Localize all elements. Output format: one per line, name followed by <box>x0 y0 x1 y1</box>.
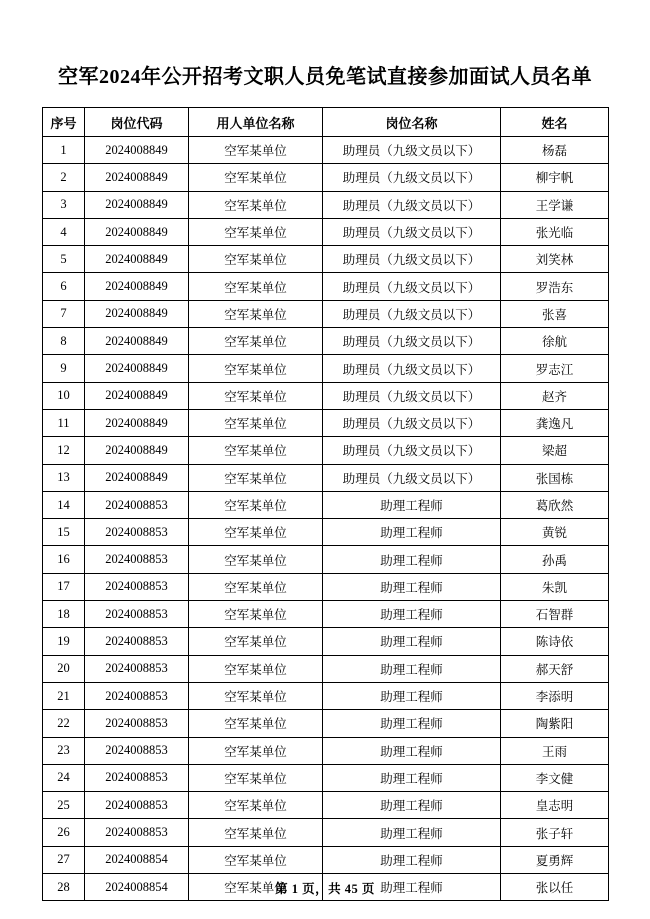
cell-person-name: 王学谦 <box>501 191 609 218</box>
cell-job-code: 2024008853 <box>85 601 189 628</box>
cell-index: 3 <box>43 191 85 218</box>
cell-index: 19 <box>43 628 85 655</box>
table-row <box>43 573 609 600</box>
cell-job-title: 助理员（九级文员以下） <box>323 355 501 382</box>
cell-unit-name: 空军某单位 <box>189 218 323 245</box>
cell-unit-name: 空军某单位 <box>189 682 323 709</box>
cell-person-name: 罗志江 <box>501 355 609 382</box>
cell-person-name: 黄锐 <box>501 519 609 546</box>
cell-job-code: 2024008853 <box>85 546 189 573</box>
cell-job-code: 2024008849 <box>85 191 189 218</box>
column-header-unit-name: 用人单位名称 <box>189 108 323 137</box>
column-header-job-code: 岗位代码 <box>85 108 189 137</box>
cell-person-name: 张子轩 <box>501 819 609 846</box>
cell-index: 2 <box>43 164 85 191</box>
cell-job-code: 2024008853 <box>85 573 189 600</box>
cell-person-name: 罗浩东 <box>501 273 609 300</box>
cell-person-name: 张以任 <box>501 874 609 901</box>
cell-index: 8 <box>43 328 85 355</box>
cell-index: 26 <box>43 819 85 846</box>
table-row <box>43 191 609 218</box>
cell-index: 9 <box>43 355 85 382</box>
cell-job-title: 助理工程师 <box>323 491 501 518</box>
column-header-job-title: 岗位名称 <box>323 108 501 137</box>
cell-job-title: 助理工程师 <box>323 573 501 600</box>
table-row <box>43 519 609 546</box>
cell-unit-name: 空军某单位 <box>189 164 323 191</box>
table-row <box>43 628 609 655</box>
cell-unit-name: 空军某单位 <box>189 819 323 846</box>
column-header-index: 序号 <box>43 108 85 137</box>
cell-index: 11 <box>43 409 85 436</box>
cell-unit-name: 空军某单位 <box>189 519 323 546</box>
cell-job-code: 2024008849 <box>85 300 189 327</box>
cell-person-name: 杨磊 <box>501 137 609 164</box>
cell-person-name: 郝天舒 <box>501 655 609 682</box>
cell-job-title: 助理工程师 <box>323 764 501 791</box>
cell-unit-name: 空军某单位 <box>189 137 323 164</box>
cell-job-title: 助理工程师 <box>323 546 501 573</box>
cell-index: 14 <box>43 491 85 518</box>
table-row <box>43 328 609 355</box>
cell-job-title: 助理工程师 <box>323 628 501 655</box>
cell-job-title: 助理工程师 <box>323 737 501 764</box>
cell-index: 22 <box>43 710 85 737</box>
cell-job-code: 2024008854 <box>85 874 189 901</box>
cell-index: 10 <box>43 382 85 409</box>
cell-person-name: 柳宇帆 <box>501 164 609 191</box>
table-row <box>43 218 609 245</box>
cell-person-name: 孙禹 <box>501 546 609 573</box>
table-row <box>43 546 609 573</box>
cell-job-code: 2024008853 <box>85 819 189 846</box>
cell-person-name: 石智群 <box>501 601 609 628</box>
table-row <box>43 846 609 873</box>
cell-index: 12 <box>43 437 85 464</box>
cell-person-name: 夏勇辉 <box>501 846 609 873</box>
cell-index: 23 <box>43 737 85 764</box>
table-row <box>43 601 609 628</box>
cell-unit-name: 空军某单位 <box>189 464 323 491</box>
cell-job-code: 2024008849 <box>85 246 189 273</box>
table-row <box>43 273 609 300</box>
cell-index: 18 <box>43 601 85 628</box>
cell-unit-name: 空军某单位 <box>189 737 323 764</box>
cell-job-code: 2024008849 <box>85 218 189 245</box>
cell-unit-name: 空军某单位 <box>189 710 323 737</box>
cell-index: 5 <box>43 246 85 273</box>
cell-job-code: 2024008853 <box>85 737 189 764</box>
table-row <box>43 764 609 791</box>
cell-index: 1 <box>43 137 85 164</box>
cell-job-title: 助理员（九级文员以下） <box>323 164 501 191</box>
cell-person-name: 陈诗依 <box>501 628 609 655</box>
cell-job-code: 2024008854 <box>85 846 189 873</box>
cell-person-name: 李添明 <box>501 682 609 709</box>
cell-person-name: 皇志明 <box>501 792 609 819</box>
cell-unit-name: 空军某单位 <box>189 300 323 327</box>
cell-job-code: 2024008849 <box>85 328 189 355</box>
cell-unit-name: 空军某单位 <box>189 382 323 409</box>
cell-job-code: 2024008853 <box>85 682 189 709</box>
cell-job-code: 2024008853 <box>85 491 189 518</box>
cell-index: 27 <box>43 846 85 873</box>
cell-person-name: 王雨 <box>501 737 609 764</box>
cell-unit-name: 空军某单位 <box>189 846 323 873</box>
cell-job-title: 助理员（九级文员以下） <box>323 382 501 409</box>
table-row <box>43 246 609 273</box>
cell-unit-name: 空军某单位 <box>189 355 323 382</box>
cell-job-title: 助理工程师 <box>323 710 501 737</box>
cell-index: 17 <box>43 573 85 600</box>
cell-job-title: 助理员（九级文员以下） <box>323 409 501 436</box>
table-row <box>43 491 609 518</box>
cell-job-code: 2024008853 <box>85 655 189 682</box>
cell-job-code: 2024008853 <box>85 764 189 791</box>
cell-job-code: 2024008853 <box>85 710 189 737</box>
cell-person-name: 李文健 <box>501 764 609 791</box>
cell-unit-name: 空军某单位 <box>189 764 323 791</box>
cell-person-name: 陶紫阳 <box>501 710 609 737</box>
cell-job-code: 2024008849 <box>85 382 189 409</box>
table-row <box>43 300 609 327</box>
page-title: 空军2024年公开招考文职人员免笔试直接参加面试人员名单 <box>58 66 592 88</box>
cell-person-name: 张光临 <box>501 218 609 245</box>
table-row <box>43 682 609 709</box>
cell-job-title: 助理员（九级文员以下） <box>323 300 501 327</box>
table-row <box>43 409 609 436</box>
cell-unit-name: 空军某单位 <box>189 246 323 273</box>
cell-job-title: 助理工程师 <box>323 601 501 628</box>
cell-job-code: 2024008849 <box>85 164 189 191</box>
table-row <box>43 164 609 191</box>
cell-person-name: 张国栋 <box>501 464 609 491</box>
cell-person-name: 赵齐 <box>501 382 609 409</box>
table-row <box>43 355 609 382</box>
cell-person-name: 张喜 <box>501 300 609 327</box>
cell-person-name: 刘笑林 <box>501 246 609 273</box>
cell-unit-name: 空军某单位 <box>189 328 323 355</box>
page-footer: 第 1 页，共 45 页 <box>275 882 375 896</box>
cell-index: 20 <box>43 655 85 682</box>
cell-unit-name: 空军某单位 <box>189 273 323 300</box>
cell-unit-name: 空军某单位 <box>189 437 323 464</box>
cell-index: 24 <box>43 764 85 791</box>
cell-job-code: 2024008849 <box>85 464 189 491</box>
table-row <box>43 792 609 819</box>
column-header-person-name: 姓名 <box>501 108 609 137</box>
cell-index: 21 <box>43 682 85 709</box>
cell-job-code: 2024008853 <box>85 519 189 546</box>
cell-unit-name: 空军某单位 <box>189 874 323 901</box>
cell-unit-name: 空军某单位 <box>189 628 323 655</box>
cell-unit-name: 空军某单位 <box>189 491 323 518</box>
table-header-row <box>43 108 609 137</box>
table-row <box>43 819 609 846</box>
cell-job-title: 助理工程师 <box>323 519 501 546</box>
cell-index: 15 <box>43 519 85 546</box>
cell-unit-name: 空军某单位 <box>189 573 323 600</box>
cell-index: 7 <box>43 300 85 327</box>
table-row <box>43 137 609 164</box>
cell-job-code: 2024008849 <box>85 137 189 164</box>
table-row <box>43 437 609 464</box>
cell-job-title: 助理员（九级文员以下） <box>323 137 501 164</box>
cell-job-title: 助理员（九级文员以下） <box>323 437 501 464</box>
cell-job-title: 助理工程师 <box>323 682 501 709</box>
cell-index: 6 <box>43 273 85 300</box>
cell-job-title: 助理员（九级文员以下） <box>323 246 501 273</box>
cell-index: 13 <box>43 464 85 491</box>
cell-job-code: 2024008849 <box>85 273 189 300</box>
cell-index: 4 <box>43 218 85 245</box>
cell-unit-name: 空军某单位 <box>189 792 323 819</box>
cell-job-title: 助理工程师 <box>323 846 501 873</box>
roster-table <box>42 107 609 901</box>
cell-unit-name: 空军某单位 <box>189 191 323 218</box>
cell-job-title: 助理员（九级文员以下） <box>323 218 501 245</box>
cell-unit-name: 空军某单位 <box>189 546 323 573</box>
table-row <box>43 464 609 491</box>
cell-person-name: 朱凯 <box>501 573 609 600</box>
cell-job-title: 助理员（九级文员以下） <box>323 328 501 355</box>
cell-unit-name: 空军某单位 <box>189 655 323 682</box>
table-row <box>43 710 609 737</box>
cell-person-name: 葛欣然 <box>501 491 609 518</box>
cell-person-name: 梁超 <box>501 437 609 464</box>
cell-job-title: 助理工程师 <box>323 655 501 682</box>
cell-job-code: 2024008849 <box>85 437 189 464</box>
roster-table-body <box>43 137 609 901</box>
cell-job-title: 助理员（九级文员以下） <box>323 191 501 218</box>
cell-job-title: 助理工程师 <box>323 874 501 901</box>
table-row <box>43 655 609 682</box>
table-row <box>43 737 609 764</box>
cell-index: 28 <box>43 874 85 901</box>
cell-job-title: 助理工程师 <box>323 819 501 846</box>
table-row <box>43 382 609 409</box>
cell-job-title: 助理工程师 <box>323 792 501 819</box>
cell-index: 25 <box>43 792 85 819</box>
cell-job-code: 2024008853 <box>85 792 189 819</box>
cell-unit-name: 空军某单位 <box>189 601 323 628</box>
cell-job-title: 助理员（九级文员以下） <box>323 464 501 491</box>
cell-job-title: 助理员（九级文员以下） <box>323 273 501 300</box>
cell-job-code: 2024008849 <box>85 409 189 436</box>
cell-unit-name: 空军某单位 <box>189 409 323 436</box>
cell-job-code: 2024008853 <box>85 628 189 655</box>
cell-index: 16 <box>43 546 85 573</box>
cell-person-name: 龚逸凡 <box>501 409 609 436</box>
cell-person-name: 徐航 <box>501 328 609 355</box>
cell-job-code: 2024008849 <box>85 355 189 382</box>
